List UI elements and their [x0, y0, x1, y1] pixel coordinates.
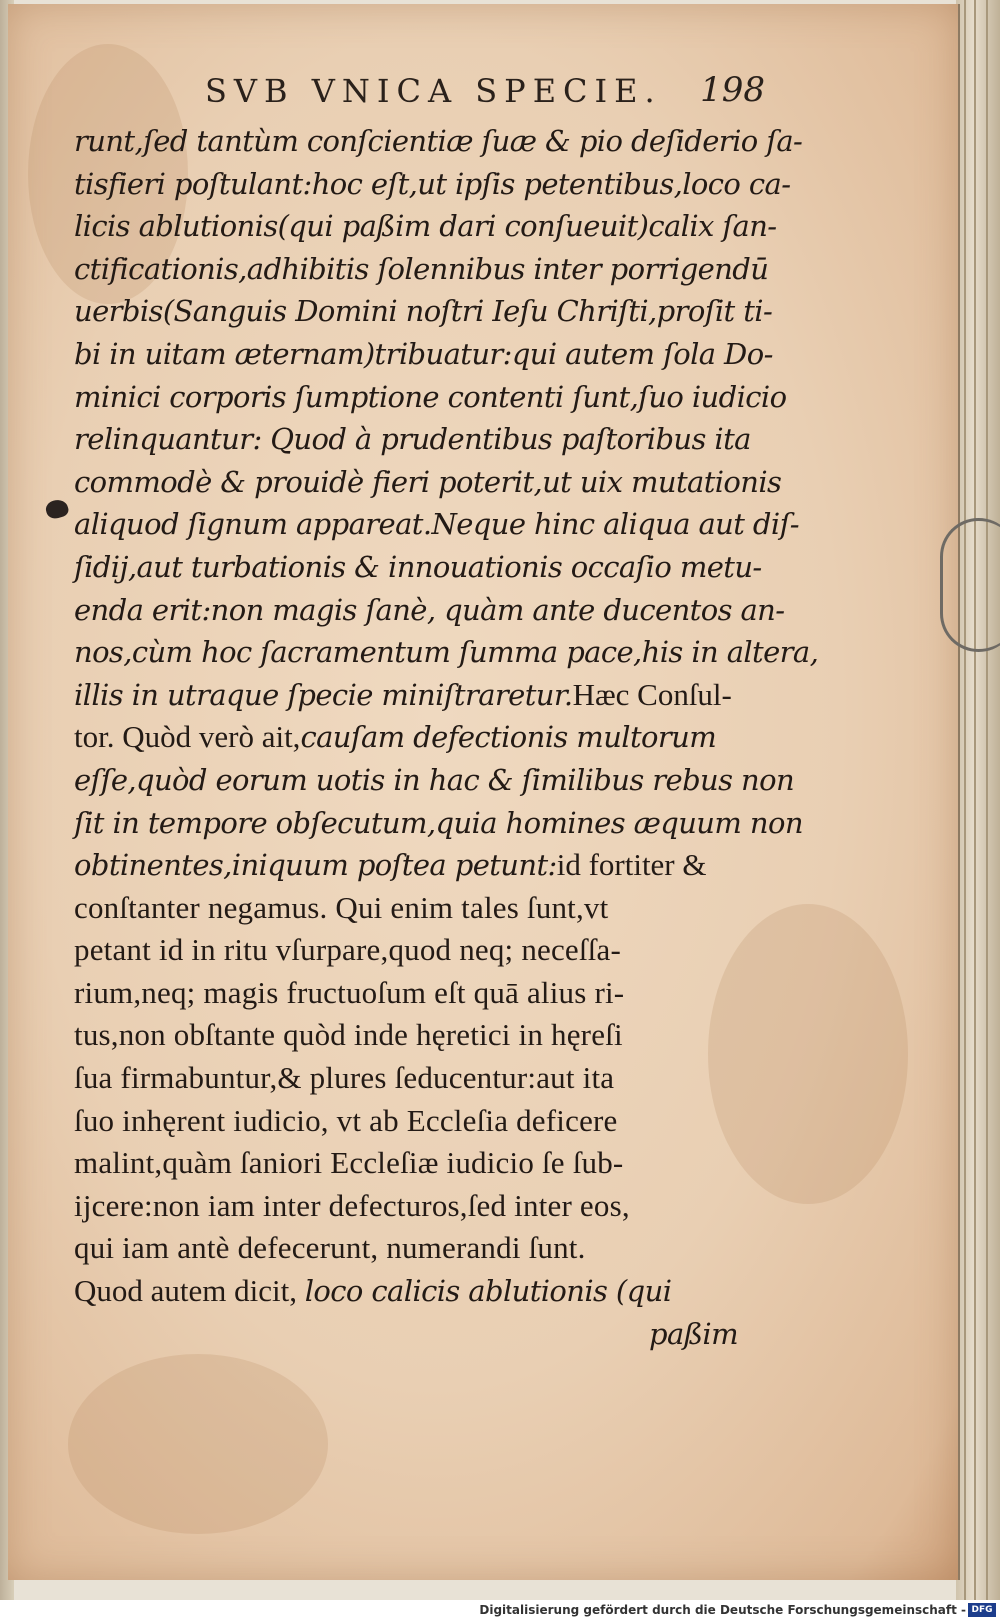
italic-run: obtinentes,iniquum poſtea petunt:: [74, 848, 557, 883]
roman-run: tor. Quòd verò ait,: [74, 719, 301, 755]
text-line: relinquantur: Quod à prudentibus paſtoribus ita: [74, 422, 751, 457]
text-line: qui iam antè defecerunt, numerandi ſunt.: [74, 1230, 586, 1266]
roman-run: Hæc Conſul-: [572, 676, 732, 712]
italic-run: illis in utraque ſpecie miniſtraretur.: [74, 677, 573, 712]
text-line: conſtanter negamus. Qui enim tales ſunt,vt: [74, 889, 609, 925]
text-line: minici corporis ſumptione contenti ſunt,ſuo iudicio: [74, 379, 787, 414]
text-line: [74, 674, 754, 717]
text-line: rium,neq; magis fructuoſum eſt quā alius ri-: [74, 974, 625, 1010]
body-text: [74, 120, 819, 1355]
text-line: licis ablutionis(qui paßim dari conſueuit)calix ſan-: [74, 209, 777, 244]
text-line: enda erit:non magis ſanè, quàm ante ducentos an-: [74, 592, 785, 627]
footer-bar: [0, 1600, 1000, 1622]
page-number: 198: [700, 70, 765, 110]
text-line: runt,ſed tantùm conſcientiæ ſuæ & pio deſiderio ſa-: [74, 124, 803, 158]
page-tab-mark: [940, 518, 1000, 652]
text-line: ſua firmabuntur,& plures ſeducentur:aut ita: [74, 1060, 615, 1096]
text-line: [74, 1270, 754, 1313]
text-line: tus,non obſtante quòd inde hęretici in hęreſi: [74, 1017, 623, 1053]
catchword: paßim: [649, 1316, 738, 1351]
text-line: [74, 844, 754, 887]
text-line: eſſe,quòd eorum uotis in hac & ſimilibus rebus non: [74, 762, 795, 797]
italic-run: cauſam defectionis multorum: [300, 720, 717, 755]
text-line: [74, 716, 754, 759]
text-line: tisfieri poſtulant:hoc eſt,ut ipſis petentibus,loco ca-: [74, 166, 791, 201]
text-line: malint,quàm ſaniori Eccleſiæ iudicio ſe ſub-: [74, 1145, 624, 1181]
text-line: commodè & prouidè fieri poterit,ut uix mutationis: [74, 464, 782, 499]
running-head: [205, 72, 765, 120]
text-line: ſidij,aut turbationis & innouationis occaſio metu-: [74, 549, 762, 584]
roman-run: Quod autem dicit,: [74, 1273, 305, 1309]
roman-run: id fortiter &: [556, 847, 707, 883]
text-line: ſuo inhęrent iudicio, vt ab Eccleſia deficere: [74, 1102, 618, 1138]
text-line: ſit in tempore obſecutum,quia homines æquum non: [74, 805, 803, 840]
italic-run: loco calicis ablutionis (qui: [304, 1274, 672, 1309]
text-line: ctificationis,adhibitis ſolennibus inter porrigendū: [74, 251, 769, 286]
book-edge-right: [956, 0, 1000, 1600]
text-line: petant id in ritu vſurpare,quod neq; neceſſa-: [74, 932, 622, 968]
text-line: uerbis(Sanguis Domini noſtri Ieſu Chriſti,proſit ti-: [74, 294, 773, 329]
dfg-logo: DFG: [968, 1603, 996, 1617]
footer-credit: Digitalisierung gefördert durch die Deutsche Forschungsgemeinschaft -: [479, 1603, 966, 1617]
running-title: SVB VNICA SPECIE.: [205, 72, 662, 110]
text-line: bi in uitam æternam)tribuatur:qui autem ſola Do-: [74, 336, 773, 371]
text-line: aliquod ſignum appareat.Neque hinc aliqua aut diſ-: [74, 507, 799, 542]
text-line: ijcere:non iam inter defecturos,ſed inter eos,: [74, 1187, 630, 1223]
text-line: nos,cùm hoc ſacramentum ſumma pace,his in altera,: [74, 635, 819, 670]
